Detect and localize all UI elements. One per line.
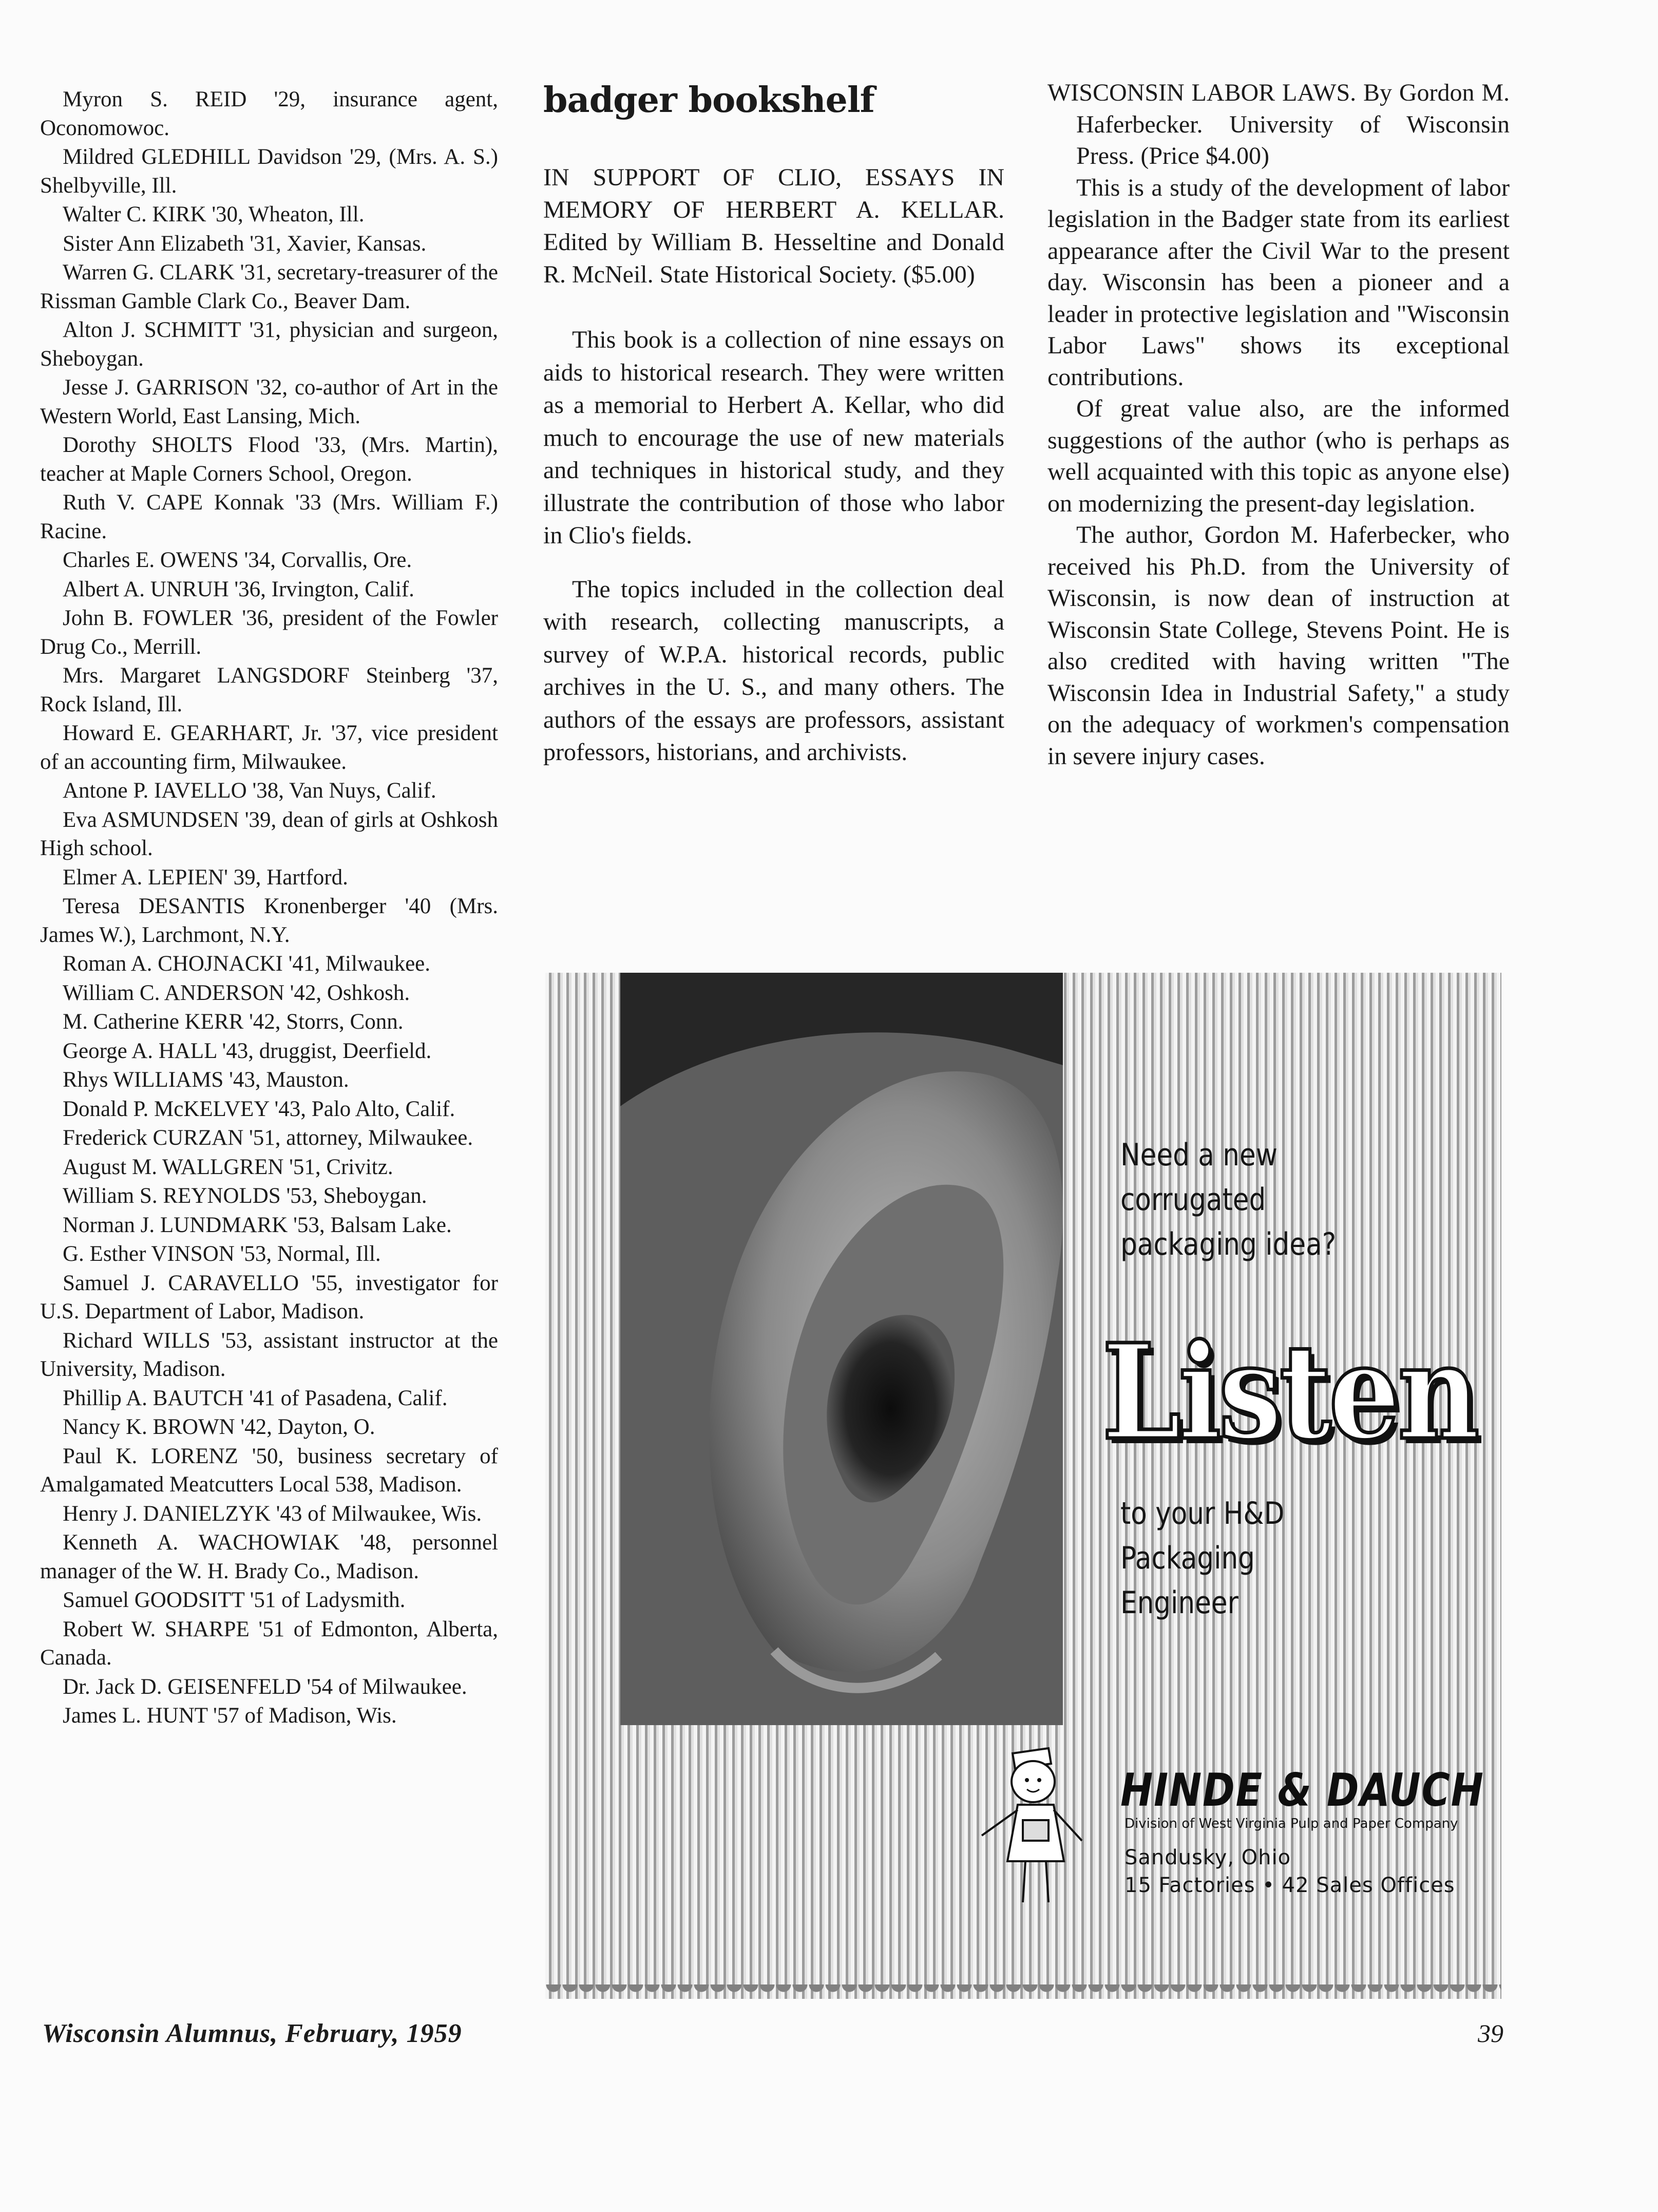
- alumni-entry: G. Esther VINSON '53, Normal, Ill.: [63, 1242, 381, 1266]
- alumni-entry: William S. REYNOLDS '53, Sheboygan.: [63, 1184, 427, 1208]
- alumni-entry: Robert W. SHARPE '51 of Edmonton, Alberta, Canada.: [40, 1617, 498, 1670]
- book-review-paragraph: This book is a collection of nine essays on aids to historical research. They were written as a memorial to Herbert A. Kellar, who did much to encourage the use of new materials and techniques in historical study, and they illustrate the contribution of those who labor in Clio's fields.: [543, 326, 1004, 549]
- alumni-entry: Samuel J. CARAVELLO '55, investigator for U.S. Department of Labor, Madison.: [40, 1271, 498, 1324]
- book-review-paragraph: The author, Gordon M. Haferbecker, who received his Ph.D. from the University of Wisconsin, is now dean of instruction at Wisconsin State College, Stevens Point. He is also credited with having written "The Wisconsin Idea in Industrial Safety," a study on the adequacy of workmen's compensation in severe injury cases.: [1047, 521, 1510, 770]
- alumni-entry: Rhys WILLIAMS '43, Mauston.: [63, 1068, 349, 1092]
- alumni-entry: Sister Ann Elizabeth '31, Xavier, Kansas.: [63, 231, 427, 256]
- alumni-entry: Warren G. CLARK '31, secretary-treasurer of the Rissman Gamble Clark Co., Beaver Dam.: [40, 260, 498, 313]
- brand-division: Division of West Virginia Pulp and Paper Company: [1125, 1816, 1458, 1831]
- alumni-entry: James L. HUNT '57 of Madison, Wis.: [63, 1704, 397, 1728]
- brand-name: HINDE & DAUCH: [1120, 1764, 1484, 1817]
- alumni-entry: M. Catherine KERR '42, Storrs, Conn.: [63, 1010, 404, 1034]
- alumni-entry: Charles E. OWENS '34, Corvallis, Ore.: [63, 548, 412, 572]
- scallop-border: [545, 1978, 1501, 1999]
- book-review-paragraph: The topics included in the collection deal with research, collecting manuscripts, a survey of W.P.A. historical records, public archives in the U. S., and many others. The authors of the essays are professors, assistant professors, historians, and archivists.: [543, 575, 1004, 766]
- alumni-entry: Albert A. UNRUH '36, Irvington, Calif.: [63, 577, 414, 601]
- ear-photo-icon: [620, 973, 1063, 1725]
- alumni-entry: Roman A. CHOJNACKI '41, Milwaukee.: [63, 952, 431, 976]
- alumni-entry: August M. WALLGREN '51, Crivitz.: [63, 1155, 393, 1179]
- alumni-entry: Jesse J. GARRISON '32, co-author of Art in the Western World, East Lansing, Mich.: [40, 375, 498, 428]
- alumni-entry: Mildred GLEDHILL Davidson '29, (Mrs. A. S.) Shelbyville, Ill.: [40, 145, 498, 198]
- alumni-entry: Antone P. IAVELLO '38, Van Nuys, Calif.: [63, 779, 436, 803]
- bookshelf-column-right: [1047, 77, 1510, 772]
- hinde-dauch-advertisement: [545, 973, 1501, 1999]
- brand-offices: 15 Factories • 42 Sales Offices: [1125, 1874, 1455, 1897]
- alumni-entry: Elmer A. LEPIEN' 39, Hartford.: [63, 865, 348, 890]
- footer-publication: Wisconsin Alumnus, February, 1959: [42, 2019, 462, 2048]
- alumni-entry: Samuel GOODSITT '51 of Ladysmith.: [63, 1588, 406, 1612]
- alumni-entry: Frederick CURZAN '51, attorney, Milwaukee.: [63, 1126, 473, 1150]
- ad-question-panel: [1120, 1133, 1480, 1267]
- ad-tagline: to your H&D Packaging Engineer: [1120, 1496, 1285, 1621]
- alumni-entry: Dorothy SHOLTS Flood '33, (Mrs. Martin), teacher at Maple Corners School, Oregon.: [40, 433, 498, 486]
- section-title: badger bookshelf: [543, 80, 874, 121]
- alumni-entry: Ruth V. CAPE Konnak '33 (Mrs. William F.) Racine.: [40, 490, 498, 543]
- book-review-paragraph: Of great value also, are the informed suggestions of the author (who is perhaps as well acquainted with this topic as anyone else) on modernizing the present-day legislation.: [1047, 395, 1510, 517]
- alumni-entry: Norman J. LUNDMARK '53, Balsam Lake.: [63, 1213, 452, 1237]
- ad-question: Need a new corrugated packaging idea?: [1120, 1137, 1337, 1262]
- ad-headline: Listen: [1102, 1316, 1477, 1469]
- alumni-entry: Teresa DESANTIS Kronenberger '40 (Mrs. James W.), Larchmont, N.Y.: [40, 894, 498, 947]
- alumni-entry: Henry J. DANIELZYK '43 of Milwaukee, Wis.: [63, 1501, 482, 1526]
- alumni-entry: Kenneth A. WACHOWIAK '48, personnel manager of the W. H. Brady Co., Madison.: [40, 1530, 498, 1583]
- book-heading: IN SUPPORT OF CLIO, ESSAYS IN MEMORY OF HERBERT A. KELLAR. Edited by William B. Hesseltine and Donald R. McNeil. State Historical Society. ($5.00): [543, 164, 1004, 288]
- ear-photo: [620, 973, 1063, 1725]
- alumni-entry: Walter C. KIRK '30, Wheaton, Ill.: [63, 202, 365, 226]
- alumni-entry: Eva ASMUNDSEN '39, dean of girls at Oshkosh High school.: [40, 807, 498, 860]
- book-review-paragraph: This is a study of the development of labor legislation in the Badger state from its earliest appearance after the Civil War to the present day. Wisconsin has been a pioneer and a leader in protective legislation and "Wisconsin Labor Laws" shows its exceptional contributions.: [1047, 174, 1510, 391]
- brand-city: Sandusky, Ohio: [1125, 1846, 1291, 1869]
- bookshelf-column: [543, 77, 1004, 790]
- alumni-entry: Phillip A. BAUTCH '41 of Pasadena, Calif.: [63, 1386, 448, 1410]
- alumni-entry: Dr. Jack D. GEISENFELD '54 of Milwaukee.: [63, 1674, 467, 1699]
- alumni-entry: Howard E. GEARHART, Jr. '37, vice president of an accounting firm, Milwaukee.: [40, 721, 498, 774]
- alumni-entry: Myron S. REID '29, insurance agent, Oconomowoc.: [40, 87, 498, 140]
- alumni-entry: John B. FOWLER '36, president of the Fowler Drug Co., Merrill.: [40, 606, 498, 659]
- book-heading: WISCONSIN LABOR LAWS. By Gordon M. Haferbecker. University of Wisconsin Press. (Price $4.00): [1047, 79, 1510, 169]
- mascot-girl-icon: [971, 1733, 1090, 1918]
- alumni-entry: George A. HALL '43, druggist, Deerfield.: [63, 1038, 432, 1063]
- alumni-entry: Donald P. McKELVEY '43, Palo Alto, Calif.: [63, 1096, 455, 1121]
- alumni-entry: William C. ANDERSON '42, Oshkosh.: [63, 980, 410, 1005]
- alumni-entry: Nancy K. BROWN '42, Dayton, O.: [63, 1415, 375, 1439]
- alumni-entry: Richard WILLS '53, assistant instructor at the University, Madison.: [40, 1328, 498, 1381]
- alumni-entry: Mrs. Margaret LANGSDORF Steinberg '37, Rock Island, Ill.: [40, 664, 498, 716]
- alumni-list: [40, 85, 498, 1731]
- alumni-entry: Paul K. LORENZ '50, business secretary of Amalgamated Meatcutters Local 538, Madison.: [40, 1444, 498, 1497]
- page-number: 39: [1478, 2019, 1503, 2048]
- alumni-entry: Alton J. SCHMITT '31, physician and surgeon, Sheboygan.: [40, 318, 498, 371]
